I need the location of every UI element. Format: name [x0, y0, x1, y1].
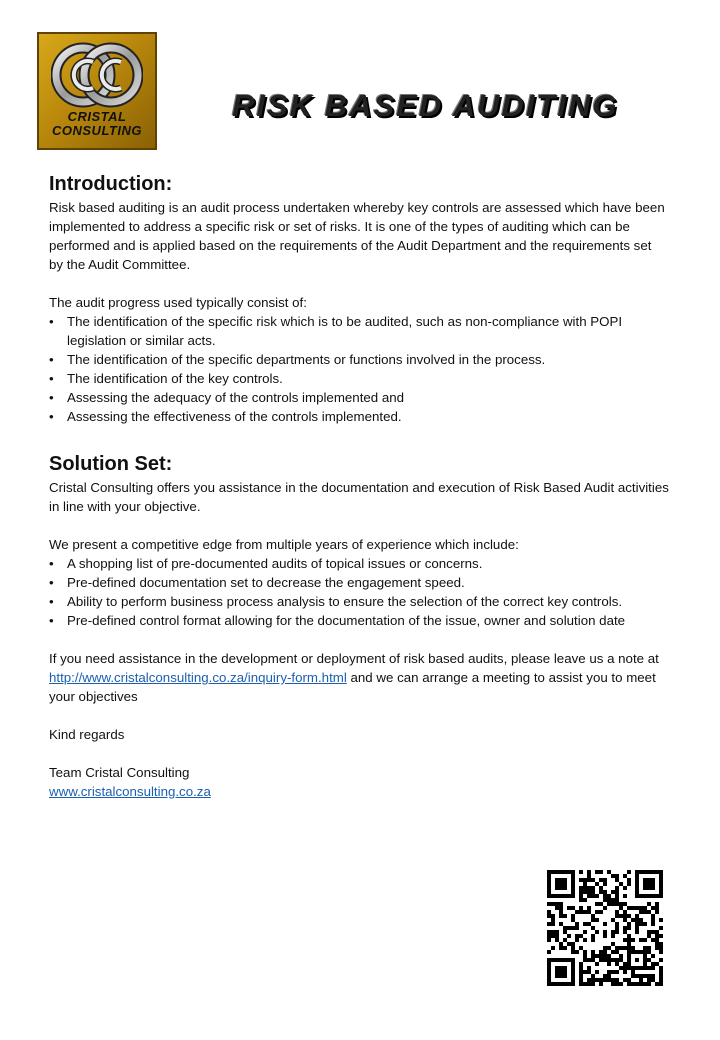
- qr-code-icon: [547, 870, 663, 986]
- list-item: • Assessing the adequacy of the controls implemented and: [49, 388, 669, 407]
- intro-bullet-list: [49, 312, 669, 426]
- solution-lead: We present a competitive edge from multiple years of experience which include:: [49, 537, 519, 552]
- list-item: • Pre-defined documentation set to decrease the engagement speed.: [49, 573, 669, 592]
- list-item: • The identification of the specific departments or functions involved in the process.: [49, 350, 669, 369]
- website-link[interactable]: www.cristalconsulting.co.za: [49, 784, 211, 799]
- intro-heading: Introduction:: [49, 173, 173, 195]
- closing-text-after: and we can arrange a meeting to assist you to meet your objectives: [49, 670, 656, 704]
- solution-bullet-list: [49, 554, 669, 630]
- logo-line-1: CRISTAL: [67, 109, 127, 124]
- logo-line-2: CONSULTING: [52, 123, 142, 138]
- list-item: • Pre-defined control format allowing for the documentation of the issue, owner and solution date: [49, 611, 669, 630]
- banner-title: RISK BASED AUDITING: [232, 88, 619, 123]
- kind-regards: Kind regards: [49, 727, 125, 742]
- intro-paragraph: Risk based auditing is an audit process undertaken whereby key controls are assessed which have been implemented to address a specific risk or set of risks. It is one of the types of auditing which can be performed and is applied based on the requirements of the Audit Department and the requirements set by the Audit Committee.: [49, 200, 665, 272]
- list-item: • A shopping list of pre-documented audits of topical issues or concerns.: [49, 554, 669, 573]
- list-item: • The identification of the specific risk which is to be audited, such as non-compliance with POPI legislation or similar acts.: [49, 312, 669, 350]
- solution-paragraph: Cristal Consulting offers you assistance in the documentation and execution of Risk Based Audit activities in line with your objective.: [49, 480, 669, 514]
- list-item: • Ability to perform business process analysis to ensure the selection of the correct key controls.: [49, 592, 669, 611]
- list-item: • Assessing the effectiveness of the controls implemented.: [49, 407, 669, 426]
- company-logo: [37, 32, 157, 150]
- team-signature: Team Cristal Consulting: [49, 765, 190, 780]
- document-body: [49, 170, 669, 801]
- inquiry-form-link[interactable]: http://www.cristalconsulting.co.za/inquiry-form.html: [49, 670, 347, 685]
- intro-lead: The audit progress used typically consist of:: [49, 295, 307, 310]
- cc-logo-icon: [51, 40, 143, 110]
- closing-text-before: If you need assistance in the development or deployment of risk based audits, please leave us a note at: [49, 651, 659, 666]
- closing-paragraph: [49, 649, 669, 706]
- solution-heading: Solution Set:: [49, 453, 173, 475]
- list-item: • The identification of the key controls.: [49, 369, 669, 388]
